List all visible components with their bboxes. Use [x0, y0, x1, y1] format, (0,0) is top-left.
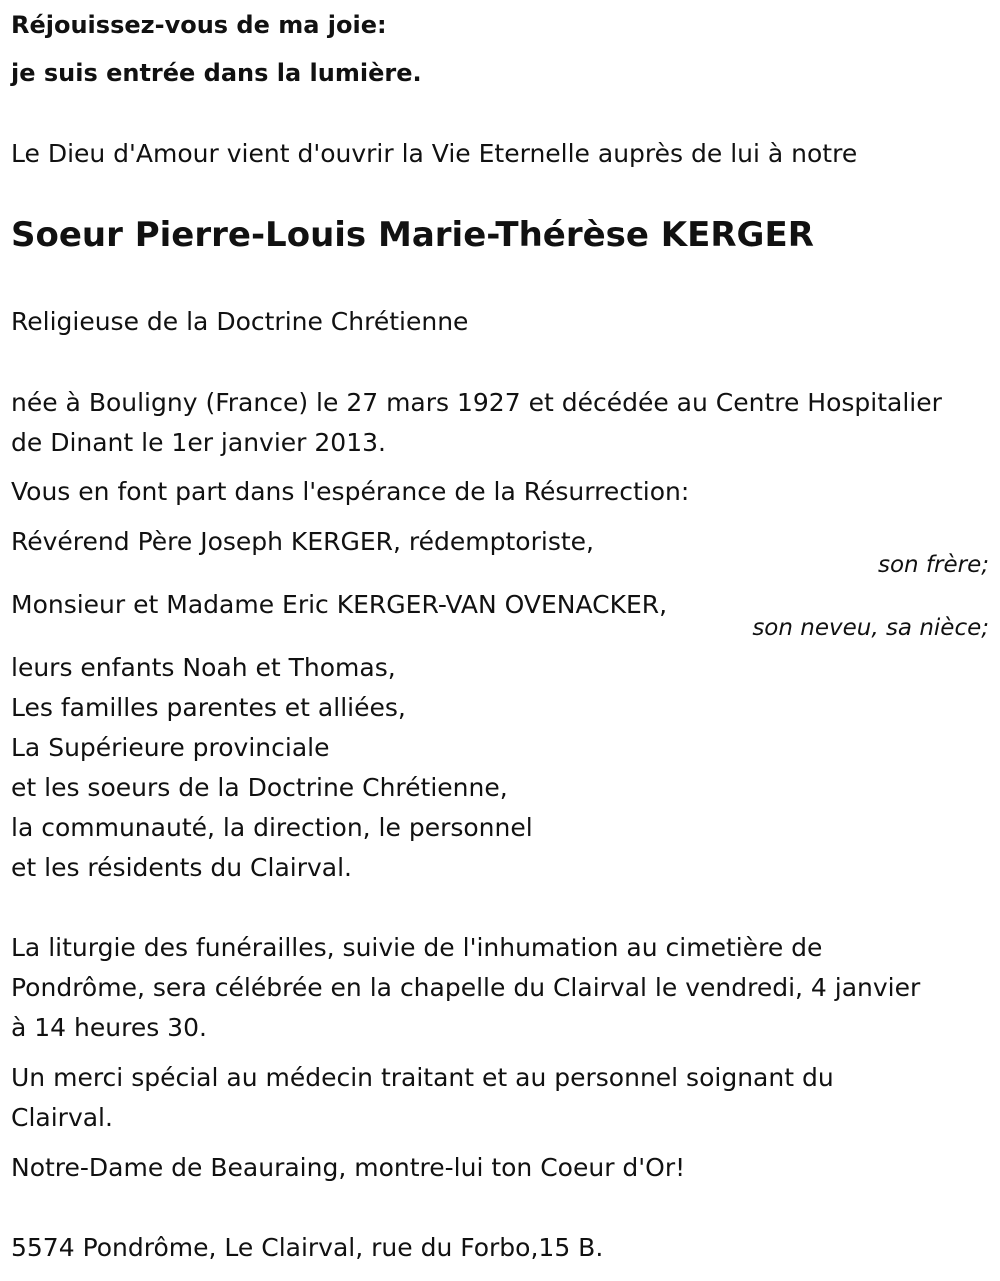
religious-role: Religieuse de la Doctrine Chrétienne — [11, 307, 469, 336]
intro-text: Le Dieu d'Amour vient d'ouvrir la Vie Eternelle auprès de lui à notre — [11, 139, 858, 168]
address-text: 5574 Pondrôme, Le Clairval, rue du Forbo,15 B. — [11, 1233, 604, 1262]
epigraph-line-1: Réjouissez-vous de ma joie: — [11, 11, 387, 39]
thanks-line-1: Un merci spécial au médecin traitant et au personnel soignant du — [11, 1063, 834, 1092]
funeral-line-3: à 14 heures 30. — [11, 1013, 207, 1042]
announcement-text: Vous en font part dans l'espérance de la Résurrection: — [11, 477, 690, 506]
family-member-name: Révérend Père Joseph KERGER, rédemptoriste, — [11, 527, 594, 556]
birth-death-line-1: née à Bouligny (France) le 27 mars 1927 et décédée au Centre Hospitalier — [11, 388, 942, 417]
mourner-line: Les familles parentes et alliées, — [11, 693, 406, 722]
birth-death-line-2: de Dinant le 1er janvier 2013. — [11, 428, 386, 457]
mourner-line: et les résidents du Clairval. — [11, 853, 352, 882]
family-member-name: Monsieur et Madame Eric KERGER-VAN OVENACKER, — [11, 590, 668, 619]
prayer-text: Notre-Dame de Beauraing, montre-lui ton Coeur d'Or! — [11, 1153, 686, 1182]
mourner-line: et les soeurs de la Doctrine Chrétienne, — [11, 773, 508, 802]
funeral-line-1: La liturgie des funérailles, suivie de l'inhumation au cimetière de — [11, 933, 823, 962]
epigraph-line-2: je suis entrée dans la lumière. — [11, 59, 422, 87]
deceased-name: Soeur Pierre-Louis Marie-Thérèse KERGER — [11, 215, 814, 255]
family-member-relation: son neveu, sa nièce; — [752, 615, 989, 641]
family-member-relation: son frère; — [877, 552, 989, 578]
mourner-line: la communauté, la direction, le personnel — [11, 813, 533, 842]
mourner-line: leurs enfants Noah et Thomas, — [11, 653, 396, 682]
mourner-line: La Supérieure provinciale — [11, 733, 330, 762]
thanks-line-2: Clairval. — [11, 1103, 113, 1132]
funeral-line-2: Pondrôme, sera célébrée en la chapelle du Clairval le vendredi, 4 janvier — [11, 973, 921, 1002]
